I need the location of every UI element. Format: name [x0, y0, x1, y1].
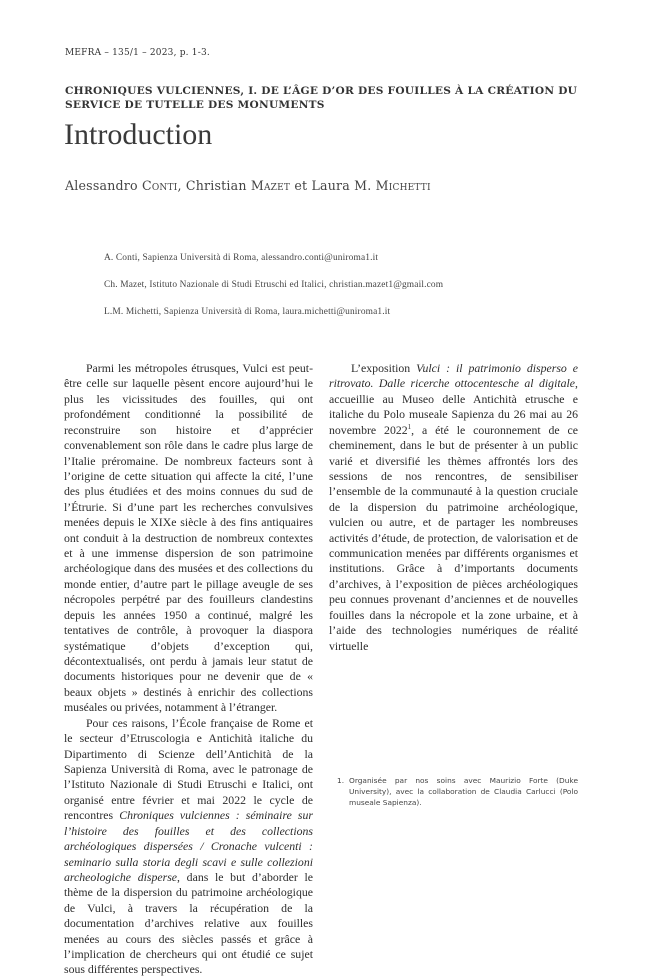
footnote-number: 1. — [337, 776, 345, 785]
paragraph-1 — [64, 361, 313, 716]
affiliation-michetti: L.M. Michetti, Sapienza Università di Roma, laura.michetti@uniroma1.it — [104, 307, 391, 317]
author-1-first-name: Alessandro — [65, 178, 138, 193]
body-column-left — [64, 361, 313, 978]
affiliation-conti: A. Conti, Sapienza Università di Roma, alessandro.conti@uniroma1.it — [104, 253, 379, 263]
journal-reference: MEFRA – 135/1 – 2023, p. 1-3. — [65, 48, 210, 58]
author-separator: et — [290, 178, 312, 193]
paragraph-2 — [64, 716, 313, 978]
paragraph-3-text: L’exposition — [351, 361, 417, 375]
paragraph-3 — [329, 361, 578, 654]
paragraph-2-text: Pour ces raisons, l’École française de Rome et le secteur d’Etruscologia e Antichità italiche du Dipartimento di Scienze dell’Antichità de la Sapienza Università di Roma, avec le patronage de l’Istituto Nazionale di Studi Etruschi e Italici, ont organisé entre février et mai 2022 le cycle de rencontres — [64, 715, 313, 823]
paragraph-3-text-end: , a été le couronnement de ce cheminement, dans le but de présenter à un public varié et diversifié les thèmes affrontés lors des sessions de nos rencontres, de sensibiliser l’ensemble de la communauté à la question cruciale de la dispersion du patrimoine archéologique, vulcien ou autre, et de partager les nombreuses activités d’étude, de protection, de valorisation et de communication menées par différents organismes et institutions. Grâce à d’importants documents d’archives, à l’exposition de pièces archéologiques peu connues provenant d’anciennes et de nouvelles fouilles dans la nécropole et la zone urbaine, et à l’aide des technologies numériques de réalité virtuelle — [329, 422, 578, 653]
body-column-right — [329, 361, 578, 654]
series-title: CHRONIQUES VULCIENNES, I. DE L’ÂGE D’OR DES FOUILLES À LA CRÉATION DU SERVICE DE TUTELLE DES MONUMENTS — [65, 85, 578, 111]
author-3-surname: Michetti — [375, 178, 431, 193]
author-2-surname: Mazet — [250, 178, 291, 193]
author-separator: , — [177, 178, 186, 193]
seminar-title-italic: Chroniques vulciennes : séminaire sur l’histoire des fouilles et des collections archéologiques dispersées / Cronache vulcenti : seminario sulla storia degli scavi e sulle collezioni archeologiche disperse — [64, 808, 313, 884]
paragraph-1-text: Parmi les métropoles étrusques, Vulci est peut-être celle sur laquelle pèsent encore aujourd’hui le plus les vicissitudes des fouilles, qui ont profondément conditionné la possibilité de reconstruire son histoire et d’apprécier convenablement son rôle dans le cadre plus large de l’Italie préromaine. De nombreux facteurs sont à l’origine de cette situation qui affecte la cité, l’une des plus étudiées et des moins connues du sud de l’Étrurie. Si d’une part les recherches convulsives menées depuis le XIXe siècle à des fins antiquaires ont conduit à la destruction de nombreux contextes et à une immense dispersion de son patrimoine archéologique dans des musées et des collections du monde entier, d’autre part le pillage aveugle de ses nécropoles perpétré par des fouilleurs clandestins depuis les années 1950 a continué, malgré les tentatives de contrôle, à provoquer la diaspora systématique d’objets d’exception qui, décontextualisés, ont perdu à jamais leur statut de documents historiques pour ne devenir que de « beaux objets » destinés à enrichir des collections muséales ou privées, notamment à l’étranger. — [64, 361, 313, 715]
affiliation-mazet: Ch. Mazet, Istituto Nazionale di Studi Etruschi ed Italici, christian.mazet1@gmail.com — [104, 280, 444, 290]
footnote-1 — [329, 776, 578, 808]
author-line — [65, 178, 431, 193]
author-1-surname: Conti — [142, 178, 178, 193]
footnote-reference[interactable]: 1 — [407, 422, 412, 431]
article-title: Introduction — [64, 118, 213, 151]
exhibition-title-italic: Vulci : il patrimonio disperso e ritrovato. Dalle ricerche ottocentesche al digitale — [329, 361, 579, 391]
footnote-text: Organisée par nos soins avec Maurizio Forte (Duke University), avec la collaboration de Claudia Carlucci (Polo museale Sapienza). — [349, 776, 578, 807]
paragraph-3-text-mid: , accueillie au Museo delle Antichità etrusche e italiche du Polo museale Sapienza du 26 mai au 26 novembre 2022 — [329, 376, 578, 437]
author-3-first-name: Laura M. — [311, 178, 372, 193]
paragraph-2-text-end: , dans le but d’aborder le thème de la dispersion du patrimoine archéologique de Vulci, à travers la récupération de la documentation d’archives relative aux fouilles menées au cours des siècles passés et grâce à l’implication de chercheurs qui ont étudié ce sujet sous différentes perspectives. — [64, 869, 313, 977]
author-2-first-name: Christian — [185, 178, 247, 193]
